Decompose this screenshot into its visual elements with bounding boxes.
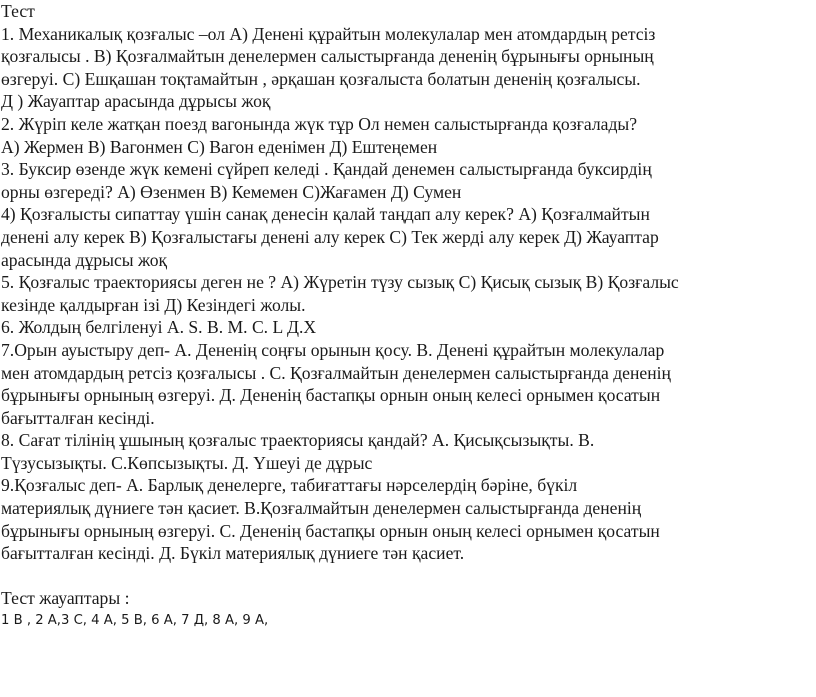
question-7-line-1: 7.Орын ауыстыру деп- А. Дененің соңғы орынын қосу. В. Денені құрайтын молекулалар bbox=[1, 339, 665, 360]
question-3-line-1: 3. Буксир өзенде жүк кемені сүйреп келеді . Қандай денемен салыстырғанда буксирдің bbox=[1, 159, 652, 180]
question-5-line-1: 5. Қозғалыс траекториясы деген не ? А) Жүретін түзу сызық С) Қисық сызық В) Қозғалыс bbox=[1, 272, 679, 293]
question-3-line-2: орны өзгереді? А) Өзенмен В) Кемемен С)Жағамен Д) Сумен bbox=[1, 181, 462, 202]
question-1-line-3: өзгеруі. С) Ешқашан тоқтамайтын , әрқашан қозғалыста болатын дененің қозғалысы. bbox=[1, 68, 641, 89]
question-2-line-1: 2. Жүріп келе жатқан поезд вагонында жүк тұр Ол немен салыстырғанда қозғалады? bbox=[1, 113, 638, 134]
question-9-line-3: бұрынығы орнының өзгеруі. С. Дененің бастапқы орнын оның келесі орнымен қосатын bbox=[1, 520, 660, 541]
document-title: Тест bbox=[1, 1, 35, 21]
question-4-line-3: арасында дұрысы жоқ bbox=[1, 249, 168, 270]
question-5-line-2: кезінде қалдырған ізі Д) Кезіндегі жолы. bbox=[1, 294, 306, 315]
question-7-line-2: мен атомдардың ретсіз қозғалысы . С. Қозғалмайтын денелермен салыстырғанда дененің bbox=[1, 362, 671, 383]
question-1-line-4: Д ) Жауаптар арасында дұрысы жоқ bbox=[1, 91, 271, 112]
question-9-line-4: бағытталған кесінді. Д. Бүкіл материялық дүниеге тән қасиет. bbox=[1, 543, 465, 564]
question-7-line-4: бағытталған кесінді. bbox=[1, 407, 155, 428]
question-8-line-1: 8. Сағат тілінің ұшының қозғалыс траекториясы қандай? А. Қисықсызықты. В. bbox=[1, 430, 595, 451]
document bbox=[1, 0, 813, 632]
question-7-line-3: бұрынығы орнының өзгеруі. Д. Дененің бастапқы орнын оның келесі орнымен қосатын bbox=[1, 385, 661, 406]
blank-line bbox=[1, 565, 813, 588]
question-6-line-1: 6. Жолдың белгіленуі A. S. B. M. C. L Д.Х bbox=[1, 317, 317, 338]
question-1-line-1: 1. Механикалық қозғалыс –ол А) Денені құрайтын молекулалар мен атомдардың ретсіз bbox=[1, 23, 656, 44]
question-1-line-2: қозғалысы . В) Қозғалмайтын денелермен салыстырғанда дененің бұрынығы орнының bbox=[1, 46, 654, 67]
question-4-line-1: 4) Қозғалысты сипаттау үшін санақ денесін қалай таңдап алу керек? А) Қозғалмайтын bbox=[1, 204, 650, 225]
question-9-line-1: 9.Қозғалыс деп- А. Барлық денелерге, табиғаттағы нәрселердің бәріне, бүкіл bbox=[1, 475, 578, 496]
answers-heading: Тест жауаптары : bbox=[1, 588, 130, 609]
question-4-line-2: денені алу керек В) Қозғалыстағы денені алу керек С) Тек жерді алу керек Д) Жауаптар bbox=[1, 226, 659, 247]
answers-list: 1 В , 2 А,3 С, 4 А, 5 В, 6 А, 7 Д, 8 А, 9 А, bbox=[1, 613, 269, 629]
question-9-line-2: материялық дүниеге тән қасиет. В.Қозғалмайтын денелермен салыстырғанда дененің bbox=[1, 498, 642, 519]
question-8-line-2: Түзусызықты. С.Көпсызықты. Д. Үшеуі де дұрыс bbox=[1, 452, 373, 473]
question-2-line-2: А) Жермен В) Вагонмен С) Вагон еденімен Д) Ештеңемен bbox=[1, 136, 438, 157]
